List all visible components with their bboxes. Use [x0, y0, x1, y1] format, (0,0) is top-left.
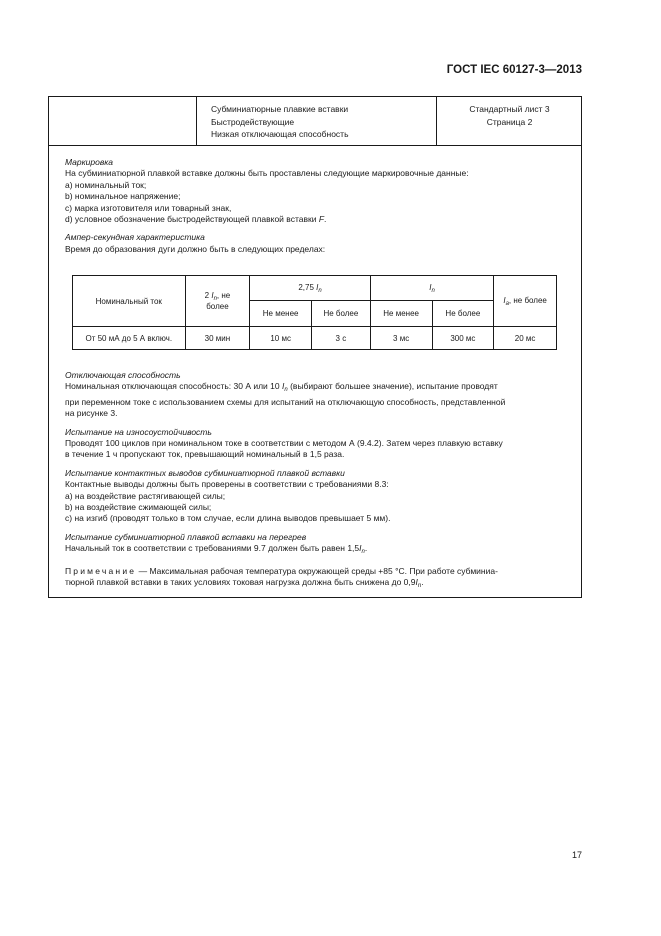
note-label: Примечание	[65, 565, 137, 576]
cell-rated-current: От 50 мА до 5 А включ.	[73, 327, 186, 350]
sheet-number: Стандартный лист 3	[469, 104, 550, 114]
th-275-min: Не менее	[250, 301, 312, 327]
ampere-intro: Время до образования дуги должно быть в следующих пределах:	[65, 243, 326, 254]
endurance-line-1: Проводят 100 циклов при номинальном токе в соответствии с методом А (9.4.2). Затем через плавкую вставку	[65, 438, 503, 449]
th-275in: 2,75 $I_n$	[250, 276, 370, 301]
terminals-item-c: с) на изгиб (проводят только в том случае, если длина выводов превышает 5 мм).	[65, 513, 391, 524]
terminals-heading: Испытание контактных выводов субминиатюрной плавкой вставки	[65, 467, 345, 478]
th-ia: $I_a$, не более	[494, 276, 557, 327]
cell-in-max: 300 мс	[432, 327, 494, 350]
time-current-table	[72, 275, 557, 350]
overload-line: Начальный ток в соответствии с требованиями 9.7 должен быть равен $1,5I_n$.	[65, 543, 368, 556]
sheet-body	[65, 157, 577, 255]
header-sheet-cell	[437, 97, 582, 145]
th-2in: 2 $I_n$, не более	[185, 276, 250, 327]
cell-275-max: 3 с	[312, 327, 371, 350]
terminals-item-b: b) на воздействие сжимающей силы;	[65, 502, 212, 513]
breaking-line-3: на рисунке 3.	[65, 408, 118, 419]
marking-item-d-text: d) условное обозначение быстродействующей плавкой вставки	[65, 214, 317, 225]
marking-heading: Маркировка	[65, 157, 114, 167]
terminals-intro: Контактные выводы должны быть проверены в соответствии с требованиями 8.3:	[65, 479, 389, 490]
sheet-body-lower	[65, 370, 577, 593]
breaking-line-2: при переменном токе с использованием схемы для испытаний на отключающую способность, представленной	[65, 396, 506, 407]
marking-item-c: с) марка изготовителя или товарный знак,	[65, 202, 232, 213]
endurance-heading: Испытание на износоустойчивость	[65, 426, 212, 437]
document-code: ГОСТ IEC 60127-3—2013	[446, 64, 582, 76]
page-number: 17	[571, 850, 582, 860]
cell-ia: 20 мс	[494, 327, 557, 350]
terminals-item-a: а) на воздействие растягивающей силы;	[65, 490, 226, 501]
marking-item-b: b) номинальное напряжение;	[65, 191, 181, 202]
th-in-max: Не более	[432, 301, 494, 327]
title-line-1: Субминиатюрные плавкие вставки	[211, 104, 349, 114]
page-of-sheet: Страница 2	[486, 116, 533, 127]
marking-item-a: а) номинальный ток;	[65, 179, 147, 190]
breaking-line-1: Номинальная отключающая способность: 30 А или 10 $I_n$ (выбирают большее значение), испытание проводят	[65, 381, 498, 394]
header-title-cell	[197, 97, 437, 145]
note-line-2: тюрной плавкой вставки в таких условиях токовая нагрузка должна быть снижена до $0,9I_n$.	[65, 577, 424, 590]
marking-intro: На субминиатюрной плавкой вставке должны быть проставлены следующие маркировочные данные:	[65, 168, 469, 179]
breaking-heading: Отключающая способность	[65, 370, 181, 380]
th-in-min: Не менее	[370, 301, 432, 327]
standard-sheet-frame	[48, 96, 582, 598]
overload-heading: Испытание субминиатюрной плавкой вставки на перегрев	[65, 531, 307, 542]
table-row	[73, 327, 557, 350]
sheet-header	[49, 97, 581, 146]
th-rated-current: Номинальный ток	[73, 276, 186, 327]
endurance-line-2: в течение 1 ч пропускают ток, превышающий номинальный в 1,5 раза.	[65, 449, 345, 460]
title-line-3: Низкая отключающая способность	[211, 129, 349, 139]
fast-acting-symbol: F	[318, 214, 325, 225]
title-line-2: Быстродействующие	[211, 116, 295, 127]
cell-in-min: 3 мс	[370, 327, 432, 350]
th-in: $I_n$	[370, 276, 493, 301]
note-line-1: Примечание — Максимальная рабочая температура окружающей среды +85 °С. При работе субминиа-	[65, 565, 498, 576]
cell-275-min: 10 мс	[250, 327, 312, 350]
marking-item-d-end: .	[324, 214, 327, 225]
ampere-heading: Ампер-секундная характеристика	[65, 232, 205, 243]
header-empty-cell	[49, 97, 197, 145]
marking-item-d	[65, 214, 577, 225]
th-275-max: Не более	[312, 301, 371, 327]
cell-2in: 30 мин	[185, 327, 250, 350]
